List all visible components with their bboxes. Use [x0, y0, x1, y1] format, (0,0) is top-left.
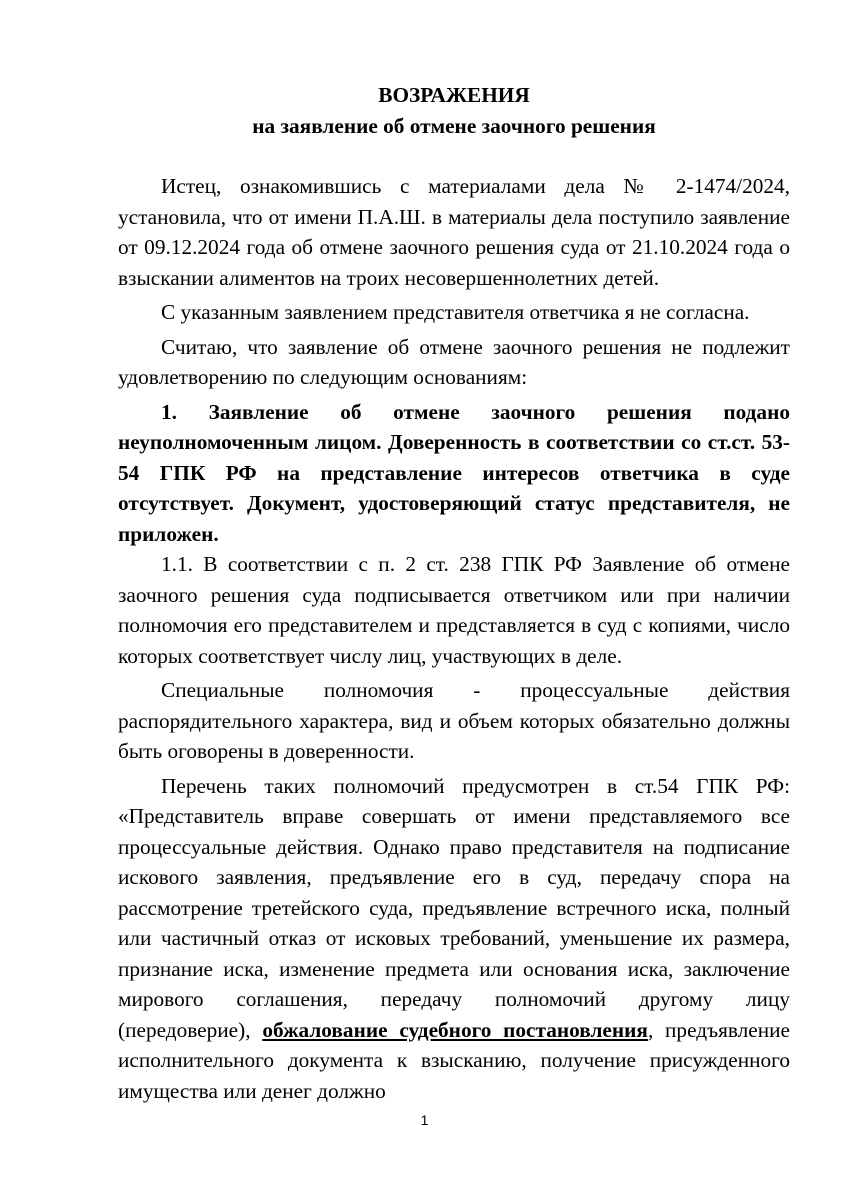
document-title: ВОЗРАЖЕНИЯ	[378, 83, 530, 107]
item-text: Заявление об отмене заочного решения подано неуполномоченным лицом. Доверенность в соответствии со ст.ст. 53-54 ГПК РФ на представление интересов ответчика в суде отсутствует. Документ, удостоверяющий статус представителя, не приложен.	[118, 399, 790, 546]
paragraph-intro: Истец, ознакомившись с материалами дела № 2-1474/2024, установила, что от имени П.А.Ш. в материалы дела поступило заявление от 09.12.2024 года об отмене заочного решения суда от 21.10.2024 года о взыскании алиментов на троих несовершеннолетних детей.	[118, 174, 790, 290]
paragraph-text-end: , предъявление исполнительного документа к взысканию, получение присужденного имущества или денег должно	[118, 1017, 790, 1103]
emphasized-text: обжалование судебного постановления	[262, 1017, 648, 1042]
paragraph-article-54	[118, 771, 790, 1107]
document-subtitle: на заявление об отмене заочного решения	[252, 113, 656, 138]
paragraph-1-1: 1.1. В соответствии с п. 2 ст. 238 ГПК РФ Заявление об отмене заочного решения суда подписывается ответчиком или при наличии полномочия его представителем и представляется в суд с копиями, число которых соответствует числу лиц, участвующих в деле.	[118, 552, 790, 668]
page-number: 1	[420, 1112, 429, 1128]
numbered-item-1	[118, 397, 790, 550]
paragraph-disagreement: С указанным заявлением представителя ответчика я не согласна.	[161, 300, 750, 324]
paragraph-text-start: Перечень таких полномочий предусмотрен в ст.54 ГПК РФ: «Представитель вправе совершать от имени представляемого все процессуальные действия. Однако право представителя на подписание искового заявления, предъявление его в суд, передачу спора на рассмотрение третейского суда, предъявление встречного иска, полный или частичный отказ от исковых требований, уменьшение их размера, признание иска, изменение предмета или основания иска, заключение мирового соглашения, передачу полномочий другому лицу (передоверие),	[118, 773, 790, 1042]
paragraph-grounds: Считаю, что заявление об отмене заочного решения не подлежит удовлетворению по следующим основаниям:	[118, 334, 790, 389]
document-page	[118, 80, 790, 1106]
paragraph-special-powers: Специальные полномочия - процессуальные действия распорядительного характера, вид и объем которых обязательно должны быть оговорены в доверенности.	[118, 678, 790, 763]
item-number: 1.	[161, 399, 177, 424]
